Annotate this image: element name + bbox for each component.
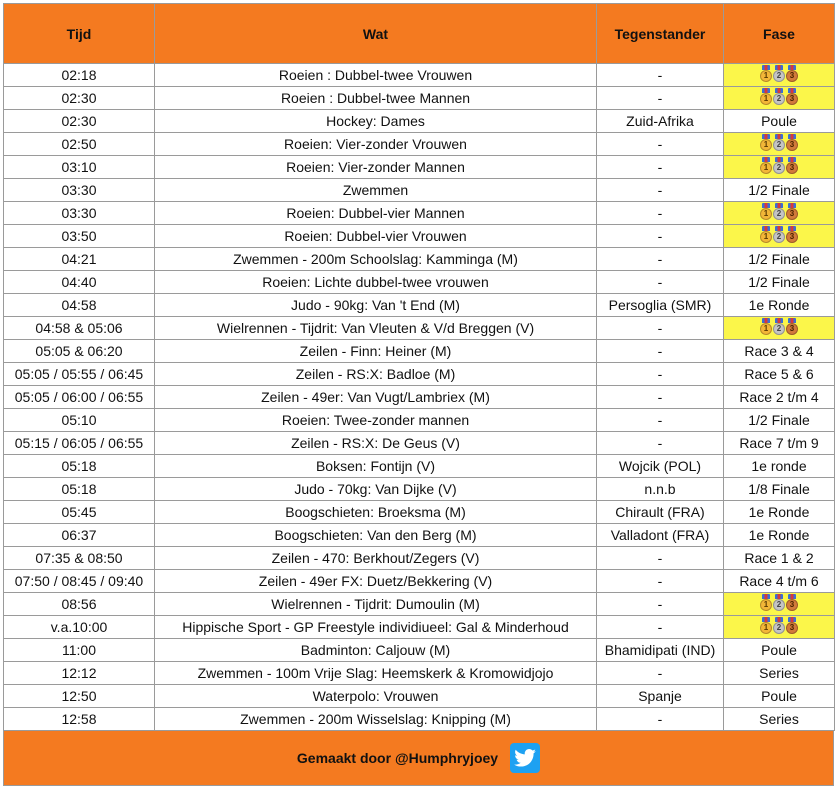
table-row: [4, 110, 835, 133]
cell-wat: Zwemmen: [155, 179, 597, 202]
table-row: [4, 639, 835, 662]
cell-tijd: 12:50: [4, 685, 155, 708]
silver-medal-icon: 2: [773, 93, 785, 105]
medals-icon: [760, 70, 798, 82]
cell-fase: Race 7 t/m 9: [724, 432, 835, 455]
header-tegenstander: Tegenstander: [597, 4, 724, 64]
cell-tijd: 04:58 & 05:06: [4, 317, 155, 340]
cell-tijd: 05:18: [4, 478, 155, 501]
table-row: [4, 202, 835, 225]
cell-fase: Race 3 & 4: [724, 340, 835, 363]
cell-fase: Poule: [724, 685, 835, 708]
cell-wat: Boogschieten: Broeksma (M): [155, 501, 597, 524]
cell-tegenstander: -: [597, 409, 724, 432]
cell-fase: Series: [724, 708, 835, 731]
table-row: [4, 179, 835, 202]
cell-tegenstander: -: [597, 248, 724, 271]
gold-medal-icon: 1: [760, 139, 772, 151]
header-wat: Wat: [155, 4, 597, 64]
cell-tijd: 08:56: [4, 593, 155, 616]
cell-tijd: 03:10: [4, 156, 155, 179]
cell-tegenstander: -: [597, 87, 724, 110]
cell-tegenstander: -: [597, 547, 724, 570]
cell-tegenstander: -: [597, 386, 724, 409]
cell-tijd: 11:00: [4, 639, 155, 662]
cell-tegenstander: -: [597, 708, 724, 731]
silver-medal-icon: 2: [773, 599, 785, 611]
medals-icon: [760, 622, 798, 634]
cell-wat: Boksen: Fontijn (V): [155, 455, 597, 478]
cell-tegenstander: Spanje: [597, 685, 724, 708]
table-row: [4, 363, 835, 386]
cell-wat: Roeien : Dubbel-twee Mannen: [155, 87, 597, 110]
cell-tegenstander: -: [597, 202, 724, 225]
cell-wat: Zeilen - 49er: Van Vugt/Lambriex (M): [155, 386, 597, 409]
table-row: [4, 685, 835, 708]
cell-fase: 1e Ronde: [724, 294, 835, 317]
table-row: [4, 662, 835, 685]
cell-wat: Zeilen - Finn: Heiner (M): [155, 340, 597, 363]
cell-wat: Roeien : Dubbel-twee Vrouwen: [155, 64, 597, 87]
bronze-medal-icon: 3: [786, 599, 798, 611]
cell-tijd: 07:35 & 08:50: [4, 547, 155, 570]
gold-medal-icon: 1: [760, 93, 772, 105]
table-row: [4, 409, 835, 432]
cell-tijd: 04:58: [4, 294, 155, 317]
cell-tijd: 05:45: [4, 501, 155, 524]
footer-banner: [3, 731, 834, 786]
table-row: [4, 340, 835, 363]
table-row: [4, 317, 835, 340]
cell-wat: Zeilen - RS:X: De Geus (V): [155, 432, 597, 455]
cell-fase: 1e Ronde: [724, 501, 835, 524]
medals-icon: [760, 599, 798, 611]
cell-fase: 1/2 Finale: [724, 271, 835, 294]
cell-tegenstander: Chirault (FRA): [597, 501, 724, 524]
cell-wat: Roeien: Lichte dubbel-twee vrouwen: [155, 271, 597, 294]
medals-icon: [760, 231, 798, 243]
cell-wat: Judo - 70kg: Van Dijke (V): [155, 478, 597, 501]
cell-tegenstander: -: [597, 271, 724, 294]
cell-tegenstander: -: [597, 64, 724, 87]
cell-tegenstander: -: [597, 225, 724, 248]
cell-tegenstander: -: [597, 432, 724, 455]
cell-tijd: 04:40: [4, 271, 155, 294]
table-row: [4, 708, 835, 731]
cell-tijd: 03:50: [4, 225, 155, 248]
cell-fase-medal: [724, 225, 835, 248]
cell-wat: Zeilen - RS:X: Badloe (M): [155, 363, 597, 386]
cell-tegenstander: -: [597, 317, 724, 340]
cell-fase: 1/2 Finale: [724, 248, 835, 271]
cell-tegenstander: -: [597, 570, 724, 593]
cell-wat: Waterpolo: Vrouwen: [155, 685, 597, 708]
table-row: [4, 225, 835, 248]
medals-icon: [760, 323, 798, 335]
cell-tegenstander: Valladont (FRA): [597, 524, 724, 547]
cell-fase: 1/2 Finale: [724, 409, 835, 432]
cell-wat: Judo - 90kg: Van 't End (M): [155, 294, 597, 317]
cell-fase-medal: [724, 317, 835, 340]
cell-fase: Race 4 t/m 6: [724, 570, 835, 593]
silver-medal-icon: 2: [773, 323, 785, 335]
cell-tijd: 05:15 / 06:05 / 06:55: [4, 432, 155, 455]
silver-medal-icon: 2: [773, 231, 785, 243]
bronze-medal-icon: 3: [786, 70, 798, 82]
cell-fase: 1e ronde: [724, 455, 835, 478]
table-row: [4, 524, 835, 547]
table-row: [4, 64, 835, 87]
cell-tegenstander: -: [597, 363, 724, 386]
cell-wat: Zeilen - 470: Berkhout/Zegers (V): [155, 547, 597, 570]
gold-medal-icon: 1: [760, 162, 772, 174]
cell-tijd: 03:30: [4, 179, 155, 202]
medals-icon: [760, 208, 798, 220]
cell-wat: Roeien: Twee-zonder mannen: [155, 409, 597, 432]
twitter-icon[interactable]: [510, 743, 540, 773]
cell-tijd: 02:30: [4, 110, 155, 133]
cell-wat: Zwemmen - 200m Wisselslag: Knipping (M): [155, 708, 597, 731]
cell-tegenstander: Bhamidipati (IND): [597, 639, 724, 662]
bronze-medal-icon: 3: [786, 231, 798, 243]
cell-tijd: 12:12: [4, 662, 155, 685]
schedule-body: [4, 64, 835, 731]
cell-tegenstander: n.n.b: [597, 478, 724, 501]
gold-medal-icon: 1: [760, 231, 772, 243]
cell-fase: 1/8 Finale: [724, 478, 835, 501]
cell-tijd: 05:10: [4, 409, 155, 432]
table-row: [4, 386, 835, 409]
cell-wat: Wielrennen - Tijdrit: Van Vleuten & V/d Breggen (V): [155, 317, 597, 340]
gold-medal-icon: 1: [760, 599, 772, 611]
schedule-table: [3, 3, 835, 731]
bronze-medal-icon: 3: [786, 323, 798, 335]
cell-tijd: 03:30: [4, 202, 155, 225]
cell-tijd: 05:05 / 06:00 / 06:55: [4, 386, 155, 409]
cell-tegenstander: Persoglia (SMR): [597, 294, 724, 317]
cell-wat: Zwemmen - 200m Schoolslag: Kamminga (M): [155, 248, 597, 271]
silver-medal-icon: 2: [773, 139, 785, 151]
cell-fase: 1e Ronde: [724, 524, 835, 547]
cell-tegenstander: -: [597, 662, 724, 685]
cell-tijd: 02:30: [4, 87, 155, 110]
cell-tijd: 05:05 / 05:55 / 06:45: [4, 363, 155, 386]
cell-tijd: 05:18: [4, 455, 155, 478]
cell-fase: Series: [724, 662, 835, 685]
cell-tegenstander: -: [597, 616, 724, 639]
table-row: [4, 432, 835, 455]
cell-fase: Race 2 t/m 4: [724, 386, 835, 409]
bronze-medal-icon: 3: [786, 93, 798, 105]
cell-fase-medal: [724, 616, 835, 639]
cell-wat: Zwemmen - 100m Vrije Slag: Heemskerk & Kromowidjojo: [155, 662, 597, 685]
bronze-medal-icon: 3: [786, 622, 798, 634]
cell-wat: Hockey: Dames: [155, 110, 597, 133]
gold-medal-icon: 1: [760, 208, 772, 220]
cell-tegenstander: Wojcik (POL): [597, 455, 724, 478]
cell-tegenstander: -: [597, 156, 724, 179]
medals-icon: [760, 139, 798, 151]
silver-medal-icon: 2: [773, 208, 785, 220]
header-row: [4, 4, 835, 64]
cell-wat: Roeien: Dubbel-vier Vrouwen: [155, 225, 597, 248]
cell-fase: Race 5 & 6: [724, 363, 835, 386]
cell-tijd: 06:37: [4, 524, 155, 547]
cell-tijd: 05:05 & 06:20: [4, 340, 155, 363]
silver-medal-icon: 2: [773, 622, 785, 634]
table-row: [4, 478, 835, 501]
cell-tijd: 02:50: [4, 133, 155, 156]
cell-fase-medal: [724, 64, 835, 87]
cell-tegenstander: -: [597, 593, 724, 616]
table-row: [4, 156, 835, 179]
cell-wat: Badminton: Caljouw (M): [155, 639, 597, 662]
medals-icon: [760, 93, 798, 105]
cell-wat: Roeien: Dubbel-vier Mannen: [155, 202, 597, 225]
silver-medal-icon: 2: [773, 162, 785, 174]
cell-tijd: 12:58: [4, 708, 155, 731]
silver-medal-icon: 2: [773, 70, 785, 82]
header-tijd: Tijd: [4, 4, 155, 64]
table-row: [4, 294, 835, 317]
cell-tijd: 02:18: [4, 64, 155, 87]
table-row: [4, 570, 835, 593]
gold-medal-icon: 1: [760, 622, 772, 634]
bronze-medal-icon: 3: [786, 208, 798, 220]
cell-tegenstander: -: [597, 179, 724, 202]
table-row: [4, 87, 835, 110]
schedule-wrapper: [3, 3, 834, 786]
table-row: [4, 616, 835, 639]
cell-fase: Poule: [724, 110, 835, 133]
cell-tegenstander: -: [597, 133, 724, 156]
cell-tegenstander: -: [597, 340, 724, 363]
cell-tijd: 04:21: [4, 248, 155, 271]
cell-wat: Boogschieten: Van den Berg (M): [155, 524, 597, 547]
gold-medal-icon: 1: [760, 70, 772, 82]
table-row: [4, 248, 835, 271]
cell-fase: Poule: [724, 639, 835, 662]
cell-tijd: v.a.10:00: [4, 616, 155, 639]
cell-fase-medal: [724, 87, 835, 110]
cell-wat: Wielrennen - Tijdrit: Dumoulin (M): [155, 593, 597, 616]
cell-wat: Roeien: Vier-zonder Vrouwen: [155, 133, 597, 156]
cell-fase-medal: [724, 156, 835, 179]
cell-wat: Hippische Sport - GP Freestyle individiueel: Gal & Minderhoud: [155, 616, 597, 639]
table-row: [4, 593, 835, 616]
cell-fase: Race 1 & 2: [724, 547, 835, 570]
cell-fase-medal: [724, 202, 835, 225]
bronze-medal-icon: 3: [786, 162, 798, 174]
table-row: [4, 455, 835, 478]
table-row: [4, 271, 835, 294]
footer-credit: Gemaakt door @Humphryjoey: [296, 750, 499, 766]
cell-tijd: 07:50 / 08:45 / 09:40: [4, 570, 155, 593]
cell-tegenstander: Zuid-Afrika: [597, 110, 724, 133]
cell-wat: Zeilen - 49er FX: Duetz/Bekkering (V): [155, 570, 597, 593]
header-fase: Fase: [724, 4, 835, 64]
bronze-medal-icon: 3: [786, 139, 798, 151]
table-row: [4, 547, 835, 570]
medals-icon: [760, 162, 798, 174]
cell-fase: 1/2 Finale: [724, 179, 835, 202]
cell-fase-medal: [724, 593, 835, 616]
table-row: [4, 133, 835, 156]
gold-medal-icon: 1: [760, 323, 772, 335]
table-row: [4, 501, 835, 524]
cell-wat: Roeien: Vier-zonder Mannen: [155, 156, 597, 179]
cell-fase-medal: [724, 133, 835, 156]
